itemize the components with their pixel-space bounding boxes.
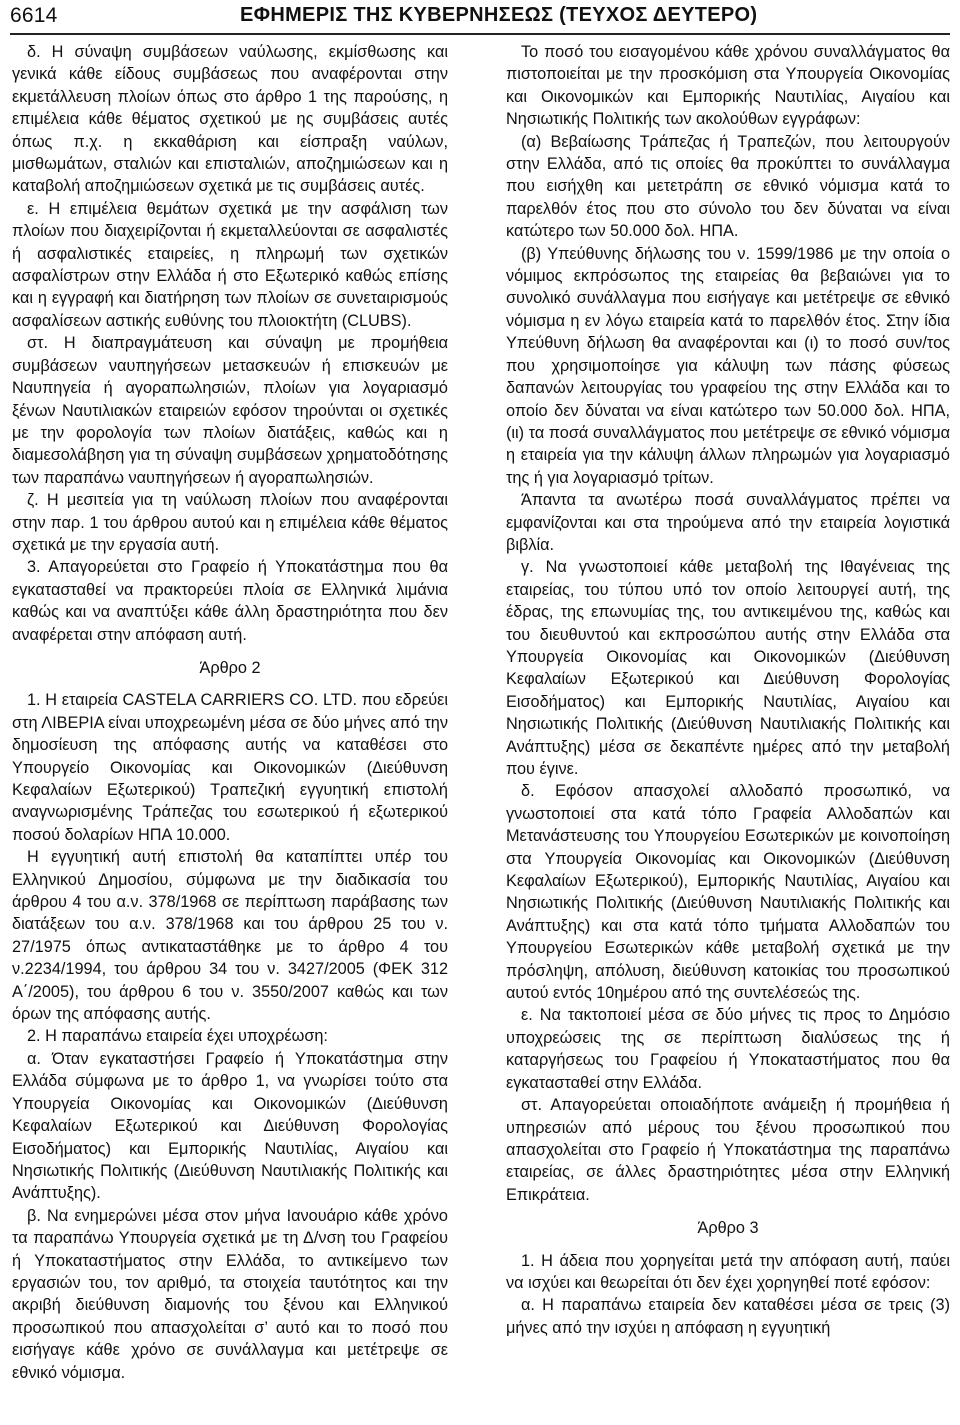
article-heading: Άρθρο 2 (199, 658, 261, 677)
paragraph: 2. Η παραπάνω εταιρεία έχει υποχρέωση: (27, 1027, 328, 1046)
paragraph: α. Η παραπάνω εταιρεία δεν καταθέσει μέσα σε τρεις (3) μήνες από την ισχύει η απόφαση η εγγυητική (506, 1296, 950, 1337)
paragraph: β. Να ενημερώνει μέσα στον μήνα Ιανουάριο κάθε χρόνο τα παραπάνω Υπουργεία σχετικά με τη Δ/νση του Γραφείου ή Υποκαταστήματος στην Ελλάδα, το αντικείμενο των εργασιών του, τον αριθμό, τα στοιχεία ταυτότητος και την ακριβή διεύθυνση διαμονής του ξένου και Ελληνικού προσωπικού που απασχολείται σ’ αυτό και το ποσό που εισήγαγε κάθε χρόνο σε συνάλλαγμα και μετέτρεψε σε εθνικό νόμισμα. (12, 1206, 448, 1382)
paragraph: ζ. Η μεσιτεία για τη ναύλωση πλοίων που αναφέρονται στην παρ. 1 του άρθρου αυτού και η επιμέλεια κάθε θέματος σχετικά με την εργασία αυτή. (12, 491, 448, 554)
paragraph: στ. Απαγορεύεται οποιαδήποτε ανάμειξη ή προμήθεια ή υπηρεσιών από μέρους του ξένου προσωπικού που απασχολείται στο Γραφείο ή Υποκατάστημα της παραπάνω εταιρείας, σε άλλες δραστηριότητες μέσα στην Ελληνική Επικράτεια. (506, 1096, 950, 1204)
paragraph: ε. Η επιμέλεια θεμάτων σχετικά με την ασφάλιση των πλοίων που διαχειρίζονται ή εκμεταλλεύονται σε ασφαλιστές ή ασφαλιστικές εταιρείες, η πληρωμή των σχετικών ασφαλίστρων στην Ελλάδα ή στο Εξωτερικό καθώς επίσης και η εγγραφή και διατήρηση των πλοίων σε συνεταιρισμούς ασφαλίσεων αστικής ευθύνης του πλοιοκτήτη (CLUBS). (12, 199, 448, 330)
paragraph: (β) Υπεύθυνης δήλωσης του ν. 1599/1986 με την οποία ο νόμιμος εκπρόσωπος της εταιρείας θα βεβαιώνει για το συνολικό συνάλλαγμα που εισήγαγε και μετέτρεψε σε εθνικό νόμισμα η εν λόγω εταιρεία κατά το παρελθόν έτος. Στην ίδια Υπεύθυνη δήλωση θα αναφέρονται και (ι) το ποσό συν/τος που χρησιμοποίησε για κάλυψη των πάσης φύσεως δαπανών λειτουργίας του γραφείου της στην Ελλάδα και το οποίο δεν δύναται να είναι κατώτερο των 50.000 δολ. ΗΠΑ, (ιι) τα ποσά συναλλάγματος που μετέτρεψε σε εθνικό νόμισμα η εταιρεία για την κάλυψη άλλων πληρωμών για λογαριασμό της ή για λογαριασμό τρίτων. (506, 244, 950, 487)
paragraph: δ. Η σύναψη συμβάσεων ναύλωσης, εκμίσθωσης και γενικά κάθε είδους συμβάσεως που αναφέρονται στην εκμετάλλευση πλοίων όπως στο άρθρο 1 της παρούσης, η επιμέλεια κάθε θέματος σχετικού με ης συμβάσεις αυτές όπως π.χ. η εκκαθάριση και είσπραξη ναύλων, μισθωμάτων, σταλιών και επισταλιών, αποζημιώσεων και η καταβολή αποζημιώσεων σχετικά με τις συμβάσεις αυτές. (12, 43, 448, 196)
paragraph: 3. Απαγορεύεται στο Γραφείο ή Υποκατάστημα που θα εγκατασταθεί να πρακτορεύει πλοία σε Ελληνικά λιμάνια καθώς και να αναπτύξει κάθε άλλη δραστηριότητα που δεν αναφέρεται στην απόφαση αυτή. (12, 558, 448, 644)
page-number: 6614 (10, 4, 58, 27)
paragraph: στ. Η διαπραγμάτευση και σύναψη με προμήθεια συμβάσεων ναυπηγήσεων μετασκευών ή επισκευών με Ναυπηγεία ή αγοραπωλησιών, πλοίων για λογαριασμό ξένων Ναυτιλιακών εταιρειών εφόσον τηρούνται οι σχετικές με την φορολογία των πλοίων διατάξεις, καθώς και η διαμεσολάβηση για τη σύναψη συμβάσεων χρηματοδότησης των παραπάνω ναυπηγήσεων ή αγοραπωλησιών. (12, 334, 448, 487)
paragraph: 1. Η εταιρεία CASTELA CARRIERS CO. LTD. που εδρεύει στη ΛΙΒΕΡΙΑ είναι υποχρεωμένη μέσα σε δύο μήνες από την δημοσίευση της απόφασης αυτής να καταθέσει στο Υπουργείο Οικονομίας και Οικονομικών (Διεύθυνση Κεφαλαίων Εξωτερικού) Τραπεζική εγγυητική επιστολή αναγνωρισμένης Τράπεζας του εσωτερικού ή εξωτερικού ποσού δολαρίων ΗΠΑ 10.000. (12, 691, 448, 844)
paragraph: δ. Εφόσον απασχολεί αλλοδαπό προσωπικό, να γνωστοποιεί στα κατά τόπο Γραφεία Αλλοδαπών και Μετανάστευσης του Υπουργείου Εσωτερικών με κοινοποίηση στα Υπουργεία Οικονομίας και Οικονομικών (Διεύθυνση Κεφαλαίων Εξωτερικού), Εμπορικής Ναυτιλίας, Αιγαίου και Νησιωτικής Πολιτικής (Διεύθυνση Ναυτιλιακής Πολιτικής και Ανάπτυξης) και στα κατά τόπο τμήματα Αλλοδαπών του Υπουργείου Εσωτερικών κάθε μεταβολή σχετικά με την πρόσληψη, απόλυση, διεύθυνση κατοικίας του προσωπικού αυτού εντός 10ημέρου από της συντελέσεώς της. (506, 782, 950, 1003)
paragraph: α. Όταν εγκαταστήσει Γραφείο ή Υποκατάστημα στην Ελλάδα σύμφωνα με το άρθρο 1, να γνωρίσει τούτο στα Υπουργεία Οικονομίας και Οικονομικών (Διεύθυνση Κεφαλαίων Εξωτερικού και Διεύθυνση Φορολογίας Εισοδήματος) και Εμπορικής Ναυτιλίας, Αιγαίου και Νησιωτικής Πολιτικής (Διεύθυνση Ναυτιλιακής Πολιτικής και Ανάπτυξης). (12, 1049, 448, 1203)
running-header (10, 0, 950, 40)
paragraph: (α) Βεβαίωσης Τράπεζας ή Τραπεζών, που λειτουργούν στην Ελλάδα, από τις οποίες θα προκύπτει το συνάλλαγμα που εισήχθη και μετετράπη σε εθνικό νόμισμα κατά το παρελθόν έτος που στο σύνολο του δεν δύναται να είναι κατώτερο των 50.000 δολ. ΗΠΑ. (506, 132, 950, 241)
paragraph: γ. Να γνωστοποιεί κάθε μεταβολή της Ιθαγένειας της εταιρείας, του τύπου υπό τον οποίο λειτουργεί αυτή, της έδρας, της επωνυμίας της, του αντικειμένου της, καθώς και του διευθυντού και εκπροσώπου αυτής στην Ελλάδα στα Υπουργεία Οικονομίας και Οικονομικών (Διεύθυνση Κεφαλαίων Εξωτερικού και Διεύθυνση Φορολογίας Εισοδήματος) και Εμπορικής Ναυτιλίας, Αιγαίου και Νησιωτικής Πολιτικής (Διεύθυνση Ναυτιλιακής Πολιτικής και Ανάπτυξης) μέσα σε δεκαπέντε ημέρες από την μεταβολή που έγινε. (506, 558, 950, 778)
paragraph: Η εγγυητική αυτή επιστολή θα καταπίπτει υπέρ του Ελληνικού Δημοσίου, σύμφωνα με την διαδικασία του άρθρου 4 του α.ν. 378/1968 σε περίπτωση παράβασης των διατάξεων του α.ν. 378/1968 και του άρθρου 25 του ν. 27/1975 όπως αντικαταστάθηκε με το άρθρο 4 του ν.2234/1994, του άρθρου 34 του ν. 3427/2005 (ΦΕΚ 312 Α΄/2005), του άρθρου 6 του ν. 3550/2007 καθώς και των όρων της απόφασης αυτής. (12, 848, 448, 1024)
paragraph: 1. Η άδεια που χορηγείται μετά την απόφαση αυτή, παύει να ισχύει και θεωρείται ότι δεν έχει χορηγηθεί ποτέ εφόσον: (506, 1251, 950, 1292)
article-heading: Άρθρο 3 (697, 1219, 759, 1238)
paragraph: ε. Να τακτοποιεί μέσα σε δύο μήνες τις προς το Δημόσιο υποχρεώσεις της σε περίπτωση διαλύσεως της ή καταργήσεως του Γραφείου ή Υποκαταστήματος που θα εγκατασταθεί στην Ελλάδα. (506, 1006, 950, 1092)
header-rule (10, 33, 950, 35)
right-column (506, 41, 950, 1339)
left-column (12, 41, 448, 1384)
paragraph: Το ποσό του εισαγομένου κάθε χρόνου συναλλάγματος θα πιστοποιείται με την προσκόμιση στα Υπουργεία Οικονομίας και Οικονομικών και Εμπορικής Ναυτιλίας, Αιγαίου και Νησιωτικής Πολιτικής των ακολούθων εγγράφων: (506, 43, 950, 129)
paragraph: Άπαντα τα ανωτέρω ποσά συναλλάγματος πρέπει να εμφανίζονται και στα τηρούμενα από την εταιρεία λογιστικά βιβλία. (506, 491, 950, 554)
gazette-title: ΕΦΗΜΕΡΙΣ ΤΗΣ ΚΥΒΕΡΝΗΣΕΩΣ (ΤΕΥΧΟΣ ΔΕΥΤΕΡΟ) (240, 4, 758, 26)
